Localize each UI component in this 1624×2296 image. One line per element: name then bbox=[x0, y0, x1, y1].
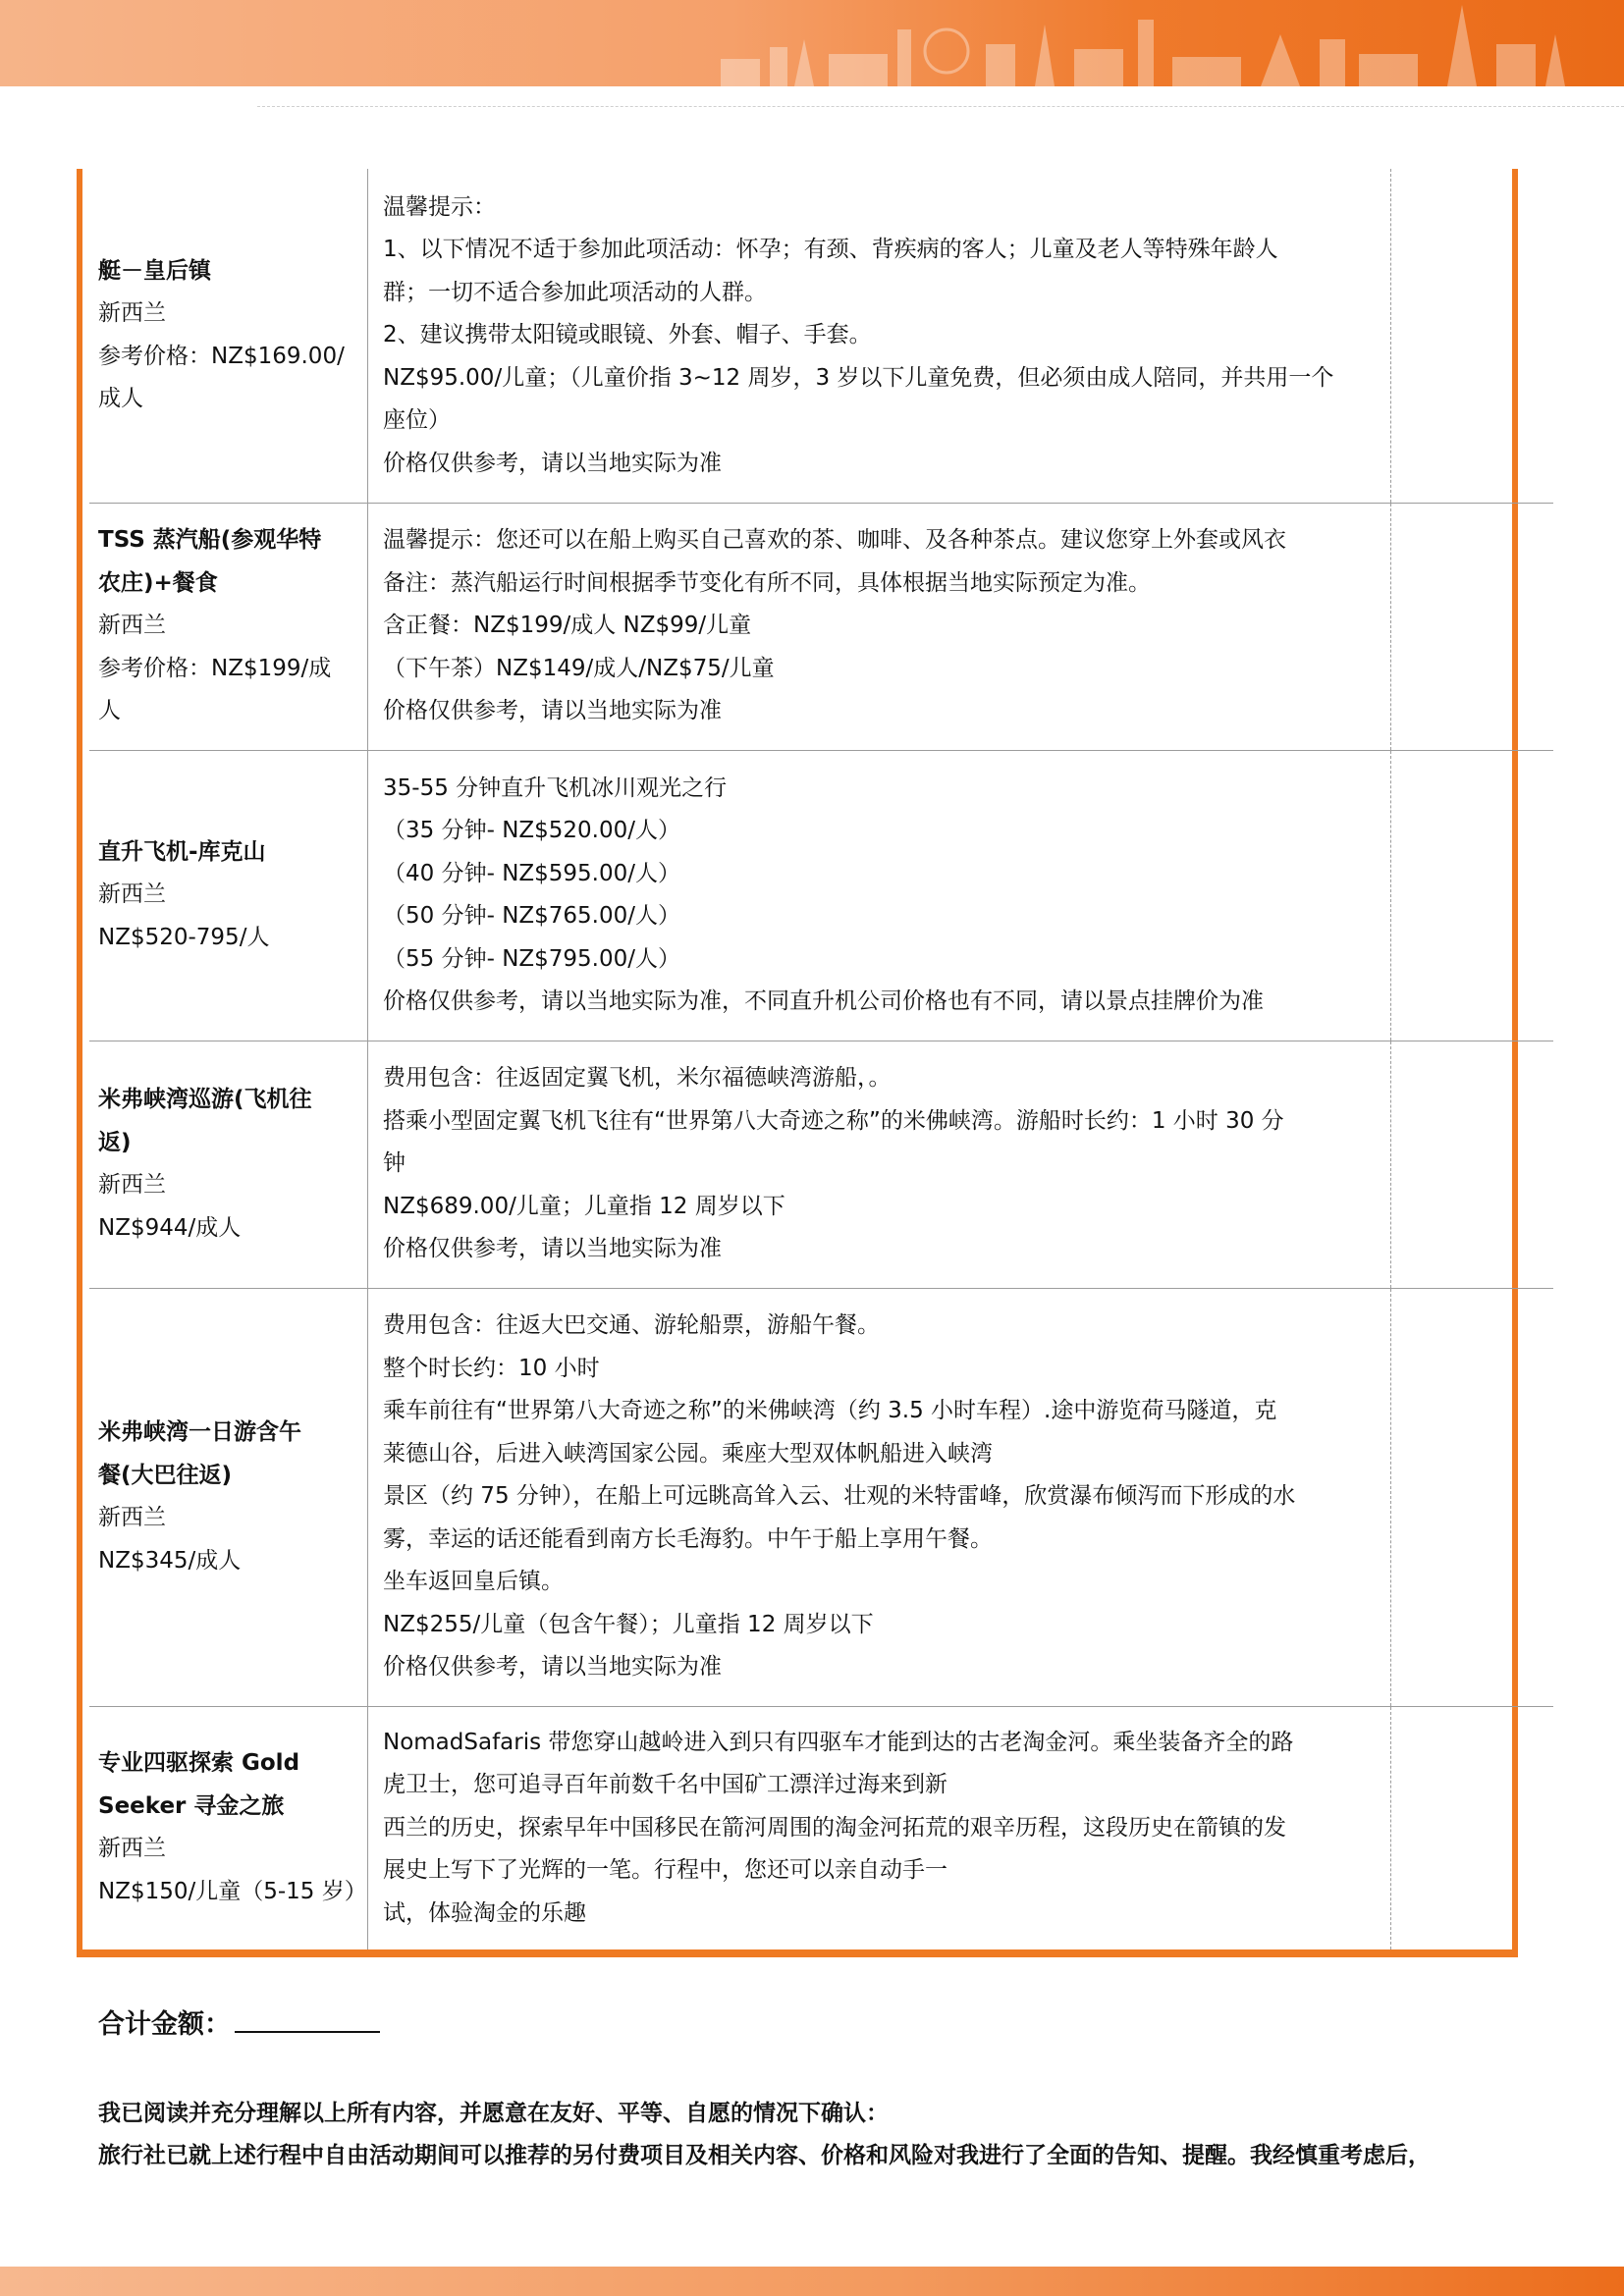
description-line: 坐车返回皇后镇。 bbox=[383, 1569, 564, 1595]
description-line: 西兰的历史，探索早年中国移民在箭河周围的淘金河拓荒的艰辛历程，这段历史在箭镇的发 bbox=[383, 1814, 1286, 1841]
total-amount-label: 合计金额： bbox=[98, 2009, 231, 2040]
item-country: 新西兰 bbox=[98, 1172, 166, 1198]
item-price: 人 bbox=[98, 698, 121, 724]
description-line: 整个时长约：10 小时 bbox=[383, 1355, 600, 1381]
description-line: 试，体验淘金的乐趣 bbox=[383, 1899, 586, 1926]
table-row bbox=[89, 1288, 1553, 1706]
description-line: 备注：蒸汽船运行时间根据季节变化有所不同，具体根据当地实际预定为准。 bbox=[383, 569, 1151, 596]
item-title: TSS 蒸汽船(参观华特 bbox=[98, 527, 322, 554]
item-name-cell bbox=[89, 503, 368, 750]
city-skyline-decoration bbox=[701, 0, 1585, 86]
total-amount bbox=[98, 2002, 380, 2041]
description-line: NomadSafaris 带您穿山越岭进入到只有四驱车才能到达的古老淘金河。乘坐装备齐全的路 bbox=[383, 1729, 1294, 1755]
description-line: 1、以下情况不适于参加此项活动：怀孕；有颈、背疾病的客人；儿童及老人等特殊年龄人 bbox=[383, 237, 1278, 262]
description-line: （下午茶）NZ$149/成人/NZ$75/儿童 bbox=[383, 655, 775, 681]
item-title: 艇－皇后镇 bbox=[98, 257, 211, 284]
description-line: 费用包含：往返固定翼飞机，米尔福德峡湾游船，。 bbox=[383, 1065, 892, 1092]
item-price: NZ$520-795/人 bbox=[98, 924, 270, 950]
item-extra-cell bbox=[1391, 750, 1554, 1041]
description-line: 价格仅供参考，请以当地实际为准 bbox=[383, 1236, 722, 1262]
item-name-cell bbox=[89, 1288, 368, 1706]
description-line: 价格仅供参考，请以当地实际为准，不同直升机公司价格也有不同，请以景点挂牌价为准 bbox=[383, 988, 1264, 1014]
table-row bbox=[89, 503, 1553, 750]
description-line: 座位） bbox=[383, 407, 451, 433]
description-line: 群；一切不适合参加此项活动的人群。 bbox=[383, 279, 767, 305]
item-title: 专业四驱探索 Gold bbox=[98, 1750, 300, 1777]
item-description-cell bbox=[368, 1041, 1391, 1288]
item-extra-cell bbox=[1391, 503, 1554, 750]
item-title: 米弗峡湾巡游(飞机往 bbox=[98, 1087, 312, 1112]
item-extra-cell bbox=[1391, 1706, 1554, 1949]
description-line: （40 分钟- NZ$595.00/人） bbox=[383, 860, 681, 886]
item-name-cell bbox=[89, 1706, 368, 1949]
item-description-cell bbox=[368, 1288, 1391, 1706]
item-country: 新西兰 bbox=[98, 1836, 166, 1862]
item-title: 餐(大巴往返) bbox=[98, 1462, 233, 1488]
header-divider bbox=[257, 106, 1624, 107]
item-extra-cell bbox=[1391, 1288, 1554, 1706]
description-line: 温馨提示：您还可以在船上购买自己喜欢的茶、咖啡、及各种茶点。建议您穿上外套或风衣 bbox=[383, 527, 1286, 554]
item-title: 米弗峡湾一日游含午 bbox=[98, 1419, 301, 1445]
description-line: NZ$255/儿童（包含午餐）；儿童指 12 周岁以下 bbox=[383, 1611, 874, 1637]
description-line: 虎卫士，您可追寻百年前数千名中国矿工漂洋过海来到新 bbox=[383, 1772, 947, 1797]
item-description-cell bbox=[368, 169, 1391, 503]
description-line: 价格仅供参考，请以当地实际为准 bbox=[383, 698, 722, 724]
item-name-cell bbox=[89, 169, 368, 503]
description-line: 莱德山谷，后进入峡湾国家公园。乘座大型双体帆船进入峡湾 bbox=[383, 1440, 993, 1467]
description-line: （50 分钟- NZ$765.00/人） bbox=[383, 903, 681, 929]
description-line: 价格仅供参考，请以当地实际为准 bbox=[383, 450, 722, 476]
description-line: 乘车前往有“世界第八大奇迹之称”的米佛峡湾（约 3.5 小时车程）.途中游览荷马隧道，克 bbox=[383, 1398, 1277, 1424]
table-row bbox=[89, 1041, 1553, 1288]
table-row bbox=[89, 750, 1553, 1041]
description-line: 展史上写下了光辉的一笔。行程中，您还可以亲自动手一 bbox=[383, 1857, 947, 1883]
item-extra-cell bbox=[1391, 1041, 1554, 1288]
item-price: 参考价格：NZ$169.00/ bbox=[98, 343, 345, 369]
description-line: 35-55 分钟直升飞机冰川观光之行 bbox=[383, 774, 728, 801]
description-line: 含正餐：NZ$199/成人 NZ$99/儿童 bbox=[383, 613, 752, 639]
item-title: 直升飞机-库克山 bbox=[98, 838, 266, 865]
item-price: 参考价格：NZ$199/成 bbox=[98, 655, 332, 681]
item-country: 新西兰 bbox=[98, 300, 166, 327]
item-price: 成人 bbox=[98, 386, 143, 412]
confirmation-line: 旅行社已就上述行程中自由活动期间可以推荐的另付费项目及相关内容、价格和风险对我进行了全面的告知、提醒。我经慎重考虑后， bbox=[98, 2143, 1431, 2168]
item-description-cell bbox=[368, 503, 1391, 750]
header-banner bbox=[0, 0, 1624, 86]
description-line: （55 分钟- NZ$795.00/人） bbox=[383, 945, 681, 972]
item-extra-cell bbox=[1391, 169, 1554, 503]
item-country: 新西兰 bbox=[98, 881, 166, 908]
item-country: 新西兰 bbox=[98, 613, 166, 639]
description-line: NZ$689.00/儿童；儿童指 12 周岁以下 bbox=[383, 1193, 785, 1219]
table-row bbox=[89, 169, 1553, 503]
confirmation-line: 我已阅读并充分理解以上所有内容，并愿意在友好、平等、自愿的情况下确认： bbox=[98, 2101, 889, 2126]
item-title: 返) bbox=[98, 1129, 132, 1155]
item-country: 新西兰 bbox=[98, 1505, 166, 1530]
description-line: 雾，幸运的话还能看到南方长毛海豹。中午于船上享用午餐。 bbox=[383, 1525, 993, 1552]
description-line: 价格仅供参考，请以当地实际为准 bbox=[383, 1654, 722, 1681]
item-price: NZ$345/成人 bbox=[98, 1547, 242, 1574]
description-line: 2、建议携带太阳镜或眼镜、外套、帽子、手套。 bbox=[383, 322, 872, 347]
total-amount-blank[interactable] bbox=[235, 2007, 380, 2033]
description-line: 费用包含：往返大巴交通、游轮船票，游船午餐。 bbox=[383, 1312, 880, 1339]
item-name-cell bbox=[89, 1041, 368, 1288]
table-row bbox=[89, 1706, 1553, 1949]
item-description-cell bbox=[368, 1706, 1391, 1949]
optional-activities-table bbox=[89, 169, 1553, 1949]
description-line: （35 分钟- NZ$520.00/人） bbox=[383, 818, 681, 843]
footer-banner bbox=[0, 2267, 1624, 2296]
confirmation-statement bbox=[98, 2093, 1591, 2177]
item-title: 农庄)+餐食 bbox=[98, 569, 218, 596]
item-price: NZ$150/儿童（5-15 岁） bbox=[98, 1878, 367, 1904]
description-line: NZ$95.00/儿童；（儿童价指 3~12 周岁，3 岁以下儿童免费，但必须由成人陪同，并共用一个 bbox=[383, 364, 1334, 391]
item-price: NZ$944/成人 bbox=[98, 1214, 242, 1241]
item-description-cell bbox=[368, 750, 1391, 1041]
description-line: 钟 bbox=[383, 1150, 406, 1177]
item-name-cell bbox=[89, 750, 368, 1041]
description-line: 搭乘小型固定翼飞机飞往有“世界第八大奇迹之称”的米佛峡湾。游船时长约：1 小时 30 分 bbox=[383, 1107, 1284, 1134]
description-line: 景区（约 75 分钟），在船上可远眺高耸入云、壮观的米特雷峰，欣赏瀑布倾泻而下形成的水 bbox=[383, 1483, 1296, 1510]
item-title: Seeker 寻金之旅 bbox=[98, 1792, 285, 1819]
description-line: 温馨提示： bbox=[383, 193, 496, 220]
